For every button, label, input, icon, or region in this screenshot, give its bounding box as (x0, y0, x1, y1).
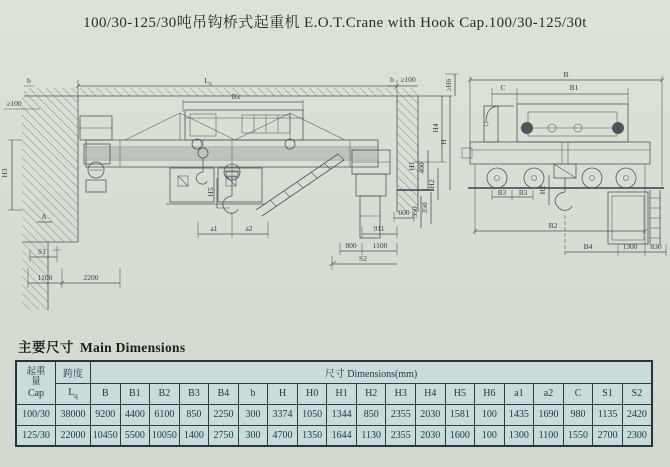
dim-label-2200: 2200 (83, 273, 99, 282)
dim-label-s2: S2 (359, 254, 367, 263)
section-heading-en: Main Dimensions (80, 340, 186, 355)
dim-label-350a: 350 (410, 206, 419, 218)
ceiling-hatch (24, 88, 418, 96)
col-header-B3: B3 (179, 383, 209, 404)
main-dimensions-table (15, 360, 653, 447)
dimensions-group-header: 尺寸 Dimensions(mm) (91, 361, 653, 383)
dim-label-s1: S1 (38, 247, 46, 256)
dimension-cell: 980 (563, 404, 593, 425)
dimension-cell: 3374 (268, 404, 298, 425)
dimension-cell: 1550 (563, 425, 593, 446)
dimension-cell: 2030 (416, 404, 446, 425)
dim-label-c: C (500, 83, 506, 92)
dimension-cell: 850 (356, 404, 386, 425)
col-header-H6: H6 (475, 383, 505, 404)
dimension-cell: 100 (475, 425, 505, 446)
dimension-cell: 1344 (327, 404, 357, 425)
dimension-cell: 6100 (150, 404, 180, 425)
dim-label-a2: a2 (245, 224, 253, 233)
dim-label-b: B (563, 70, 569, 79)
dimension-cell: 1690 (534, 404, 564, 425)
table-row (16, 404, 652, 425)
col-header-H0: H0 (297, 383, 327, 404)
dim-label-600: 600 (398, 208, 410, 217)
dim-label-b-right: b (390, 75, 394, 84)
col-header-H2: H2 (356, 383, 386, 404)
col-header-C: C (563, 383, 593, 404)
dim-label-b2: B2 (548, 221, 558, 230)
span-cell: 22000 (56, 425, 91, 446)
dim-label-b-left: b (27, 76, 31, 85)
dim-label-b1: B1 (569, 83, 579, 92)
dim-label-h1: H1 (407, 161, 416, 171)
dimension-cell: 1435 (504, 404, 534, 425)
dim-label-a1: a1 (210, 224, 218, 233)
dimension-cell: 850 (179, 404, 209, 425)
end-view-hook (555, 178, 572, 210)
dim-label-911: 911 (373, 224, 385, 233)
right-wall-hatch (397, 96, 418, 212)
dimension-cell: 1100 (534, 425, 564, 446)
end-view (462, 70, 666, 256)
dim-label-h4: H4 (431, 123, 440, 133)
staircase (256, 154, 344, 216)
col-header-B: B (91, 383, 121, 404)
dimension-cell: 1050 (297, 404, 327, 425)
left-wall-hatch (22, 96, 78, 242)
capacity-column-header: 起重量 Cap (16, 361, 56, 404)
col-header-S2: S2 (622, 383, 652, 404)
dim-label-gap-left: ≥100 (6, 99, 22, 108)
span-column-header-zh: 跨度 (56, 361, 91, 383)
col-header-H: H (268, 383, 298, 404)
dimension-cell: 4400 (120, 404, 150, 425)
dimension-cell: 1600 (445, 425, 475, 446)
front-elevation-view (0, 74, 458, 310)
dim-label-1100r: 1100 (372, 241, 388, 250)
capacity-cell: 100/30 (16, 404, 56, 425)
dimension-cell: 10050 (150, 425, 180, 446)
dimension-cell: 2420 (622, 404, 652, 425)
dim-label-h3: H3 (0, 168, 9, 178)
col-header-H3: H3 (386, 383, 416, 404)
dim-label-1300: 1300 (622, 242, 638, 251)
col-header-a2: a2 (534, 383, 564, 404)
dimension-cell: 2355 (386, 425, 416, 446)
dim-label-h2: H2 (427, 179, 436, 189)
dimension-cell: 1135 (593, 404, 623, 425)
col-header-a1: a1 (504, 383, 534, 404)
aux-hook (196, 140, 208, 184)
dim-label-h: H (439, 139, 448, 145)
dim-label-400: 400 (417, 162, 426, 174)
dim-label-b3-right: B3 (518, 189, 528, 197)
section-label-a: A (41, 212, 47, 221)
section-heading-zh: 主要尺寸 (18, 340, 74, 355)
capacity-cell: 125/30 (16, 425, 56, 446)
section-heading (18, 336, 185, 356)
dimension-cell: 2355 (386, 404, 416, 425)
dimension-cell: 300 (238, 425, 268, 446)
dim-label-1100l: 1100 (37, 273, 53, 282)
dim-label-bx: Bx (231, 92, 241, 101)
dim-label-800: 800 (345, 241, 357, 250)
span-cell: 38000 (56, 404, 91, 425)
dim-label-h2-end: H2 (539, 185, 547, 195)
dimension-cell: 1581 (445, 404, 475, 425)
dim-label-350b: 350 (420, 202, 429, 214)
truss-bracing (125, 113, 345, 140)
dimension-cell: 10450 (91, 425, 121, 446)
dimension-cell: 2750 (209, 425, 239, 446)
col-header-S1: S1 (593, 383, 623, 404)
machinery (166, 168, 266, 204)
col-header-H4: H4 (416, 383, 446, 404)
dimension-cell: 1644 (327, 425, 357, 446)
dimension-cell: 2030 (416, 425, 446, 446)
dim-label-830: 830 (650, 242, 662, 251)
dim-label-b4: B4 (583, 242, 593, 251)
end-view-structure (462, 104, 664, 245)
trolley (185, 110, 303, 149)
dimension-cell: 300 (238, 404, 268, 425)
dimension-cell: 100 (475, 404, 505, 425)
dim-label-h5: H5 (206, 187, 215, 197)
dimension-cell: 2700 (593, 425, 623, 446)
dimension-cell: 1400 (179, 425, 209, 446)
dimension-cell: 2300 (622, 425, 652, 446)
col-header-B1: B1 (120, 383, 150, 404)
dimension-cell: 1130 (356, 425, 386, 446)
col-header-H5: H5 (445, 383, 475, 404)
dim-label-h6: ≥H6 (445, 78, 453, 92)
span-symbol-header: $L_q$ (56, 383, 91, 404)
dimension-cell: 1300 (504, 425, 534, 446)
col-header-B2: B2 (150, 383, 180, 404)
dimension-cell: 5500 (120, 425, 150, 446)
page-title: 100/30-125/30吨吊钩桥式起重机 E.O.T.Crane with Hook Cap.100/30-125/30t (83, 15, 587, 31)
dimension-cell: 2250 (209, 404, 239, 425)
table-row (16, 425, 652, 446)
dim-label-gap-right: ≥100 (400, 75, 416, 84)
end-dimensions (468, 70, 666, 256)
dimension-cell: 9200 (91, 404, 121, 425)
dim-label-span: $L_q$ (204, 76, 212, 87)
dim-label-b3-left: B3 (497, 189, 507, 197)
dimension-cell: 4700 (268, 425, 298, 446)
dimension-cell: 1350 (297, 425, 327, 446)
col-header-b: b (238, 383, 268, 404)
col-header-B4: B4 (209, 383, 239, 404)
col-header-H1: H1 (327, 383, 357, 404)
